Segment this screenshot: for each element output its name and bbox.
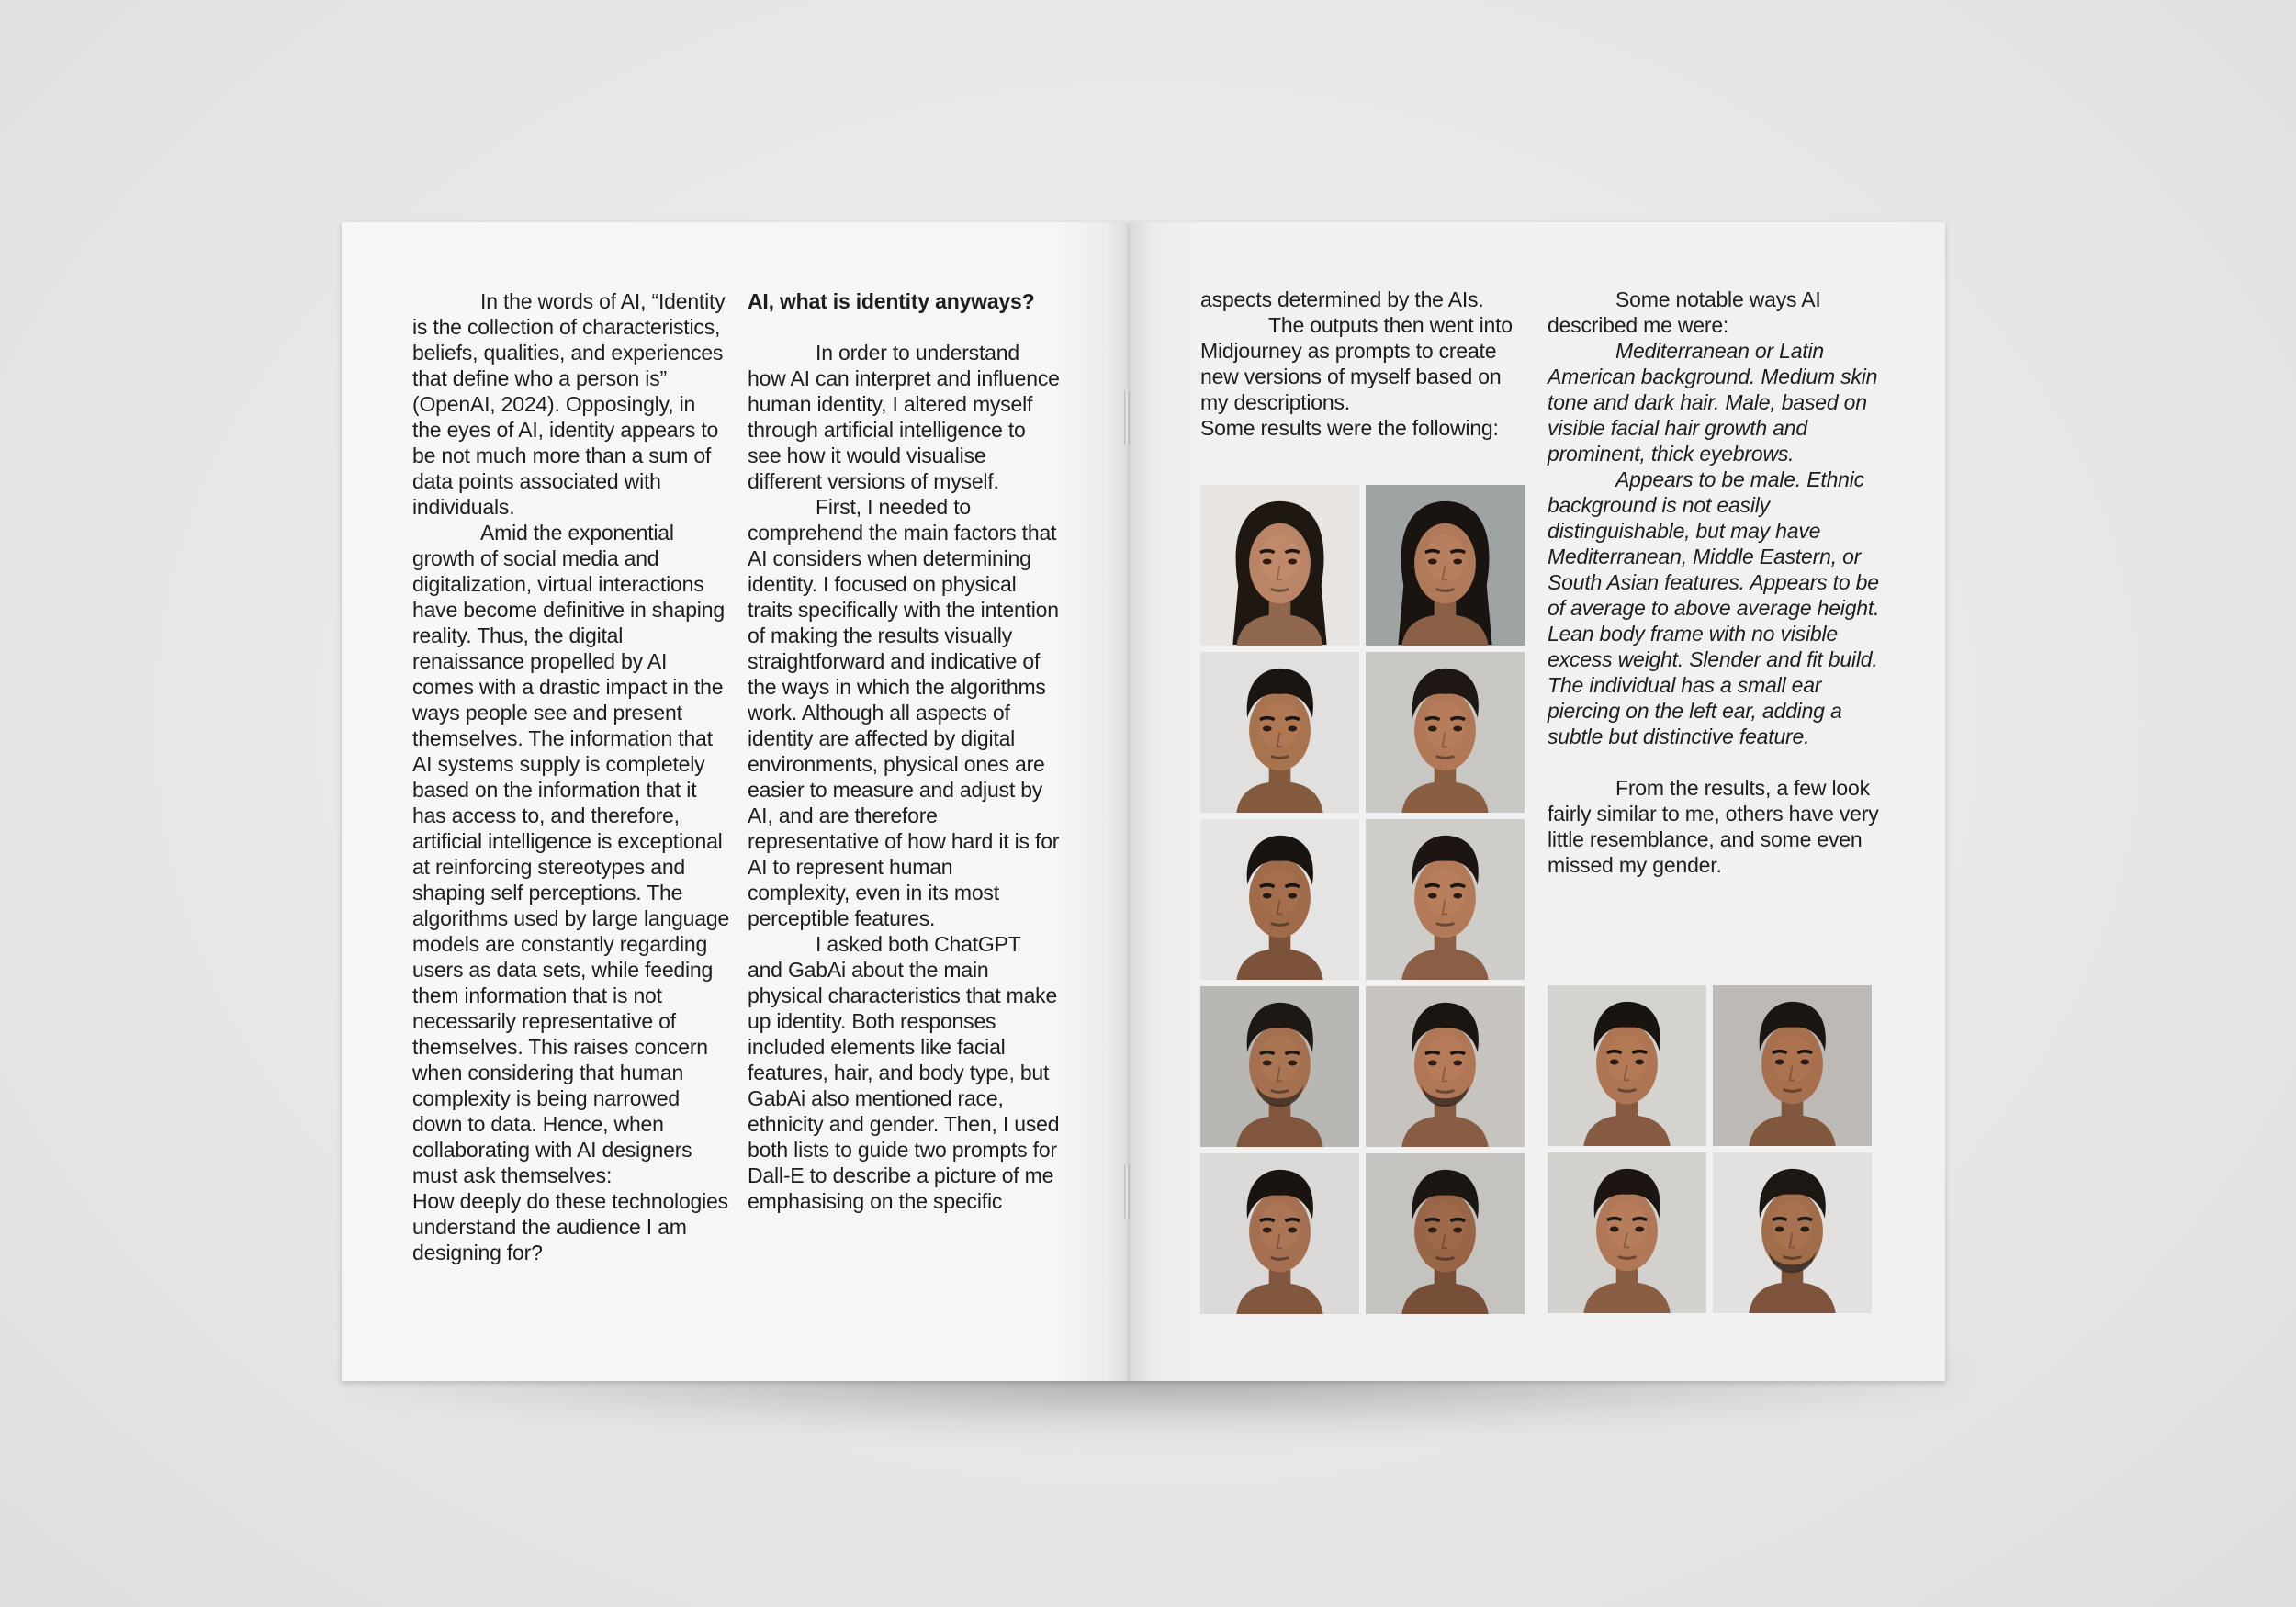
paragraph: Some notable ways AI described me were:	[1548, 287, 1821, 337]
paragraph: Amid the exponential growth of social media and digitalization, virtual interactions have become definitive in shaping reality. Thus, the digital renaissance propelled by AI comes with a drastic impact in the ways people see and present themselves. The information that AI systems supply is completely based on the information that it has access to, and therefore, artificial intelligence is exceptional at reinforcing stereotypes and shaping self perceptions. The algorithms used by large language models are constantly regarding users as data sets, while feeding them information that is not necessarily representative of themselves. This raises concern when considering that human complexity is being narrowed down to data. Hence, when collaborating with AI designers must ask themselves:	[412, 521, 730, 1187]
portrait-image	[1366, 819, 1525, 980]
paragraph: First, I needed to comprehend the main factors that AI considers when determining identity. I focused on physical traits specifically with the intention of making the results visually straightforward and indicative of the ways in which the algorithms work. Although all aspects of identity are affected by digital environments, physical ones are easier to measure and adjust by AI, and are therefore representative of how hard it is for AI to represent human complexity, even in its most perceptible features.	[748, 495, 1060, 930]
portrait-image	[1366, 485, 1525, 646]
paragraph: In order to understand how AI can interpret and influence human identity, I altered myself through artificial intelligence to see how it would visualise different versions of myself.	[748, 341, 1060, 493]
portrait-image	[1366, 1153, 1525, 1314]
staple-bottom	[1124, 1164, 1130, 1219]
portrait-image	[1200, 1153, 1359, 1314]
paragraph: From the results, a few look fairly similar to me, others have very little resemblance, and some even missed my gender.	[1548, 776, 1879, 877]
paragraph: aspects determined by the AIs.	[1200, 287, 1484, 311]
portrait-image	[1200, 652, 1359, 813]
text-column-2	[748, 288, 1060, 1214]
staple-top	[1124, 390, 1130, 445]
ai-description-quote: Appears to be male. Ethnic background is not easily distinguishable, but may have Mediterranean, Middle Eastern, or South Asian features. Appears to be of average to above average height. Lean body frame with no visible excess weight. Slender and fit build. The individual has a small ear piercing on the left ear, adding a subtle but distinctive feature.	[1548, 467, 1880, 748]
paragraph: Some results were the following:	[1200, 416, 1499, 440]
paragraph: I asked both ChatGPT and GabAi about the main physical characteristics that make up identity. Both responses included elements like facial features, hair, and body type, but GabAi also mentioned race, ethnicity and gender. Then, I used both lists to guide two prompts for Dall-E to describe a picture of me emphasising on the specific	[748, 932, 1060, 1213]
portrait-grid-secondary	[1548, 985, 1872, 1313]
section-heading: AI, what is identity anyways?	[748, 289, 1035, 313]
portrait-image	[1366, 652, 1525, 813]
portrait-image	[1200, 986, 1359, 1147]
portrait-image	[1200, 819, 1359, 980]
text-column-4	[1548, 287, 1887, 878]
paragraph: The outputs then went into Midjourney as prompts to create new versions of myself based on my descriptions.	[1200, 313, 1513, 414]
text-column-1	[412, 288, 729, 1265]
portrait-image	[1548, 1152, 1706, 1313]
text-column-3	[1200, 287, 1533, 441]
portrait-image	[1366, 986, 1525, 1147]
paragraph: In the words of AI, “Identity is the collection of characteristics, beliefs, qualities, and experiences that define who a person is” (OpenAI, 2024). Opposingly, in the eyes of AI, identity appears to be not much more than a sum of data points associated with individuals.	[412, 289, 726, 519]
portrait-image	[1200, 485, 1359, 646]
left-page	[342, 222, 1130, 1381]
portrait-grid-main	[1200, 485, 1525, 1314]
portrait-image	[1713, 985, 1872, 1146]
portrait-image	[1548, 985, 1706, 1146]
paragraph: How deeply do these technologies understand the audience I am designing for?	[412, 1189, 728, 1264]
right-page	[1130, 222, 1945, 1381]
portrait-image	[1713, 1152, 1872, 1313]
ai-description-quote: Mediterranean or Latin American background. Medium skin tone and dark hair. Male, based on visible facial hair growth and prominent, thick eyebrows.	[1548, 339, 1878, 466]
